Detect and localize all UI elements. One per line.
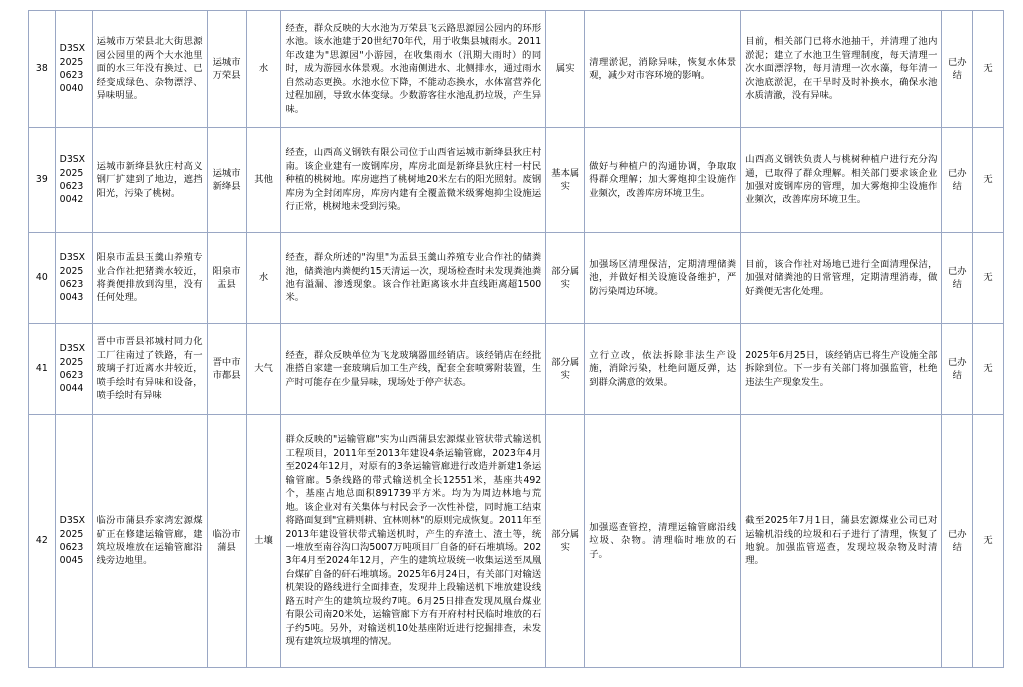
- row-progress: 2025年6月25日，该经销店已将生产设施全部拆除到位。下一步有关部门将加强监管，杜绝违法生产现象发生。: [741, 324, 942, 415]
- row-measure: 加强场区清理保洁，定期清理储粪池，并做好相关设施设备维护，严防污染周边环境。: [585, 233, 741, 324]
- row-code: D3SX202506230040: [55, 11, 92, 128]
- table-row: [29, 233, 1004, 324]
- row-accountability: 无: [973, 415, 1004, 668]
- row-verification: 群众反映的"运输管廊"实为山西蒲县宏源煤业管状带式输送机工程项目，2011年至2013年建设4条运输管廊，2023年4月至2024年12月，对原有的3条运输管廊进行改造并新建1条运输管廊。5条线路的带式输送机全长12551米，基座共492个，基座占地总面积891739平方米。均为为周边林地与荒地。该企业对有关集体与村民会予一次性补偿，同时施工结束将路面复到"宜耕则耕、宜林则林"的原则完成恢复。2011年至2013年建设管状带式输送机时，产生的弃渣土、渣土等，统一堆放至南谷沟口沟5007万吨项目厂自备的矸石堆填场。2023年4月至2024年12月，产生的建筑垃圾统一收集运送至凤凰台煤矿自备的矸石堆填场。2025年6月24日，有关部门对输送机架设的路线进行全面排查，发现井上段输送机下堆放建设线路五时产生的建筑垃圾约7吨。6月25日排查发现凤凰台煤业有限公司南20米处，运输管廊下方有开府村村民临时堆放的石子约5吨。另外，对输送机10处基座附近进行挖掘排查，未发现有建筑垃圾填埋的情况。: [281, 415, 546, 668]
- row-index: 39: [29, 128, 56, 233]
- table-row: [29, 11, 1004, 128]
- row-code: D3SX202506230045: [55, 415, 92, 668]
- row-progress: 截至2025年7月1日，蒲县宏源煤业公司已对运输机沿线的垃圾和石子进行了清理，恢复了地貌。加强监管巡查，发现垃圾杂物及时清理。: [741, 415, 942, 668]
- row-pollution-type: 水: [246, 11, 281, 128]
- table-body: [29, 11, 1004, 668]
- row-accountability: 无: [973, 324, 1004, 415]
- row-result: 部分属实: [546, 415, 585, 668]
- row-status: 已办结: [942, 11, 973, 128]
- row-progress: 目前，相关部门已将水池抽干，并清理了池内淤泥；建立了水池卫生管理制度，每天清理一次水面漂浮物，每月清理一次水藻，每年清一次池底淤泥，在干旱时及时补换水，确保水池水质清澈，没有异味。: [741, 11, 942, 128]
- row-area: 晋中市市都县: [207, 324, 246, 415]
- row-result: 部分属实: [546, 324, 585, 415]
- row-verification: 经查，山西高义钢铁有限公司位于山西省运城市新绛县狄庄村南。该企业建有一废钢库房，库房北面是新绛县狄庄村一村民种植的桃树地。库房遮挡了桃树地20米左右的阳光照射。废钢库房为全封闭库房，库房内建有全覆盖微米级雾炮抑尘设施运行正常，桃树地未受到污染。: [281, 128, 546, 233]
- row-result: 属实: [546, 11, 585, 128]
- row-result: 部分属实: [546, 233, 585, 324]
- row-status: 已办结: [942, 233, 973, 324]
- row-index: 41: [29, 324, 56, 415]
- row-description: 阳泉市盂县玉羹山养殖专业合作社把猪粪水较近，将粪便排放到沟里，没有任何处理。: [92, 233, 207, 324]
- row-pollution-type: 水: [246, 233, 281, 324]
- row-pollution-type: 大气: [246, 324, 281, 415]
- row-accountability: 无: [973, 128, 1004, 233]
- row-area: 运城市万荣县: [207, 11, 246, 128]
- row-measure: 做好与种植户的沟通协调，争取取得群众理解；加大雾炮抑尘设施作业频次，改善库房环境卫生。: [585, 128, 741, 233]
- row-progress: 山西高义钢铁负责人与桃树种植户进行充分沟通，已取得了群众理解。相关部门要求该企业加强对废钢库房的管理，加大雾炮抑尘设施作业频次，改善库房环境卫生。: [741, 128, 942, 233]
- row-pollution-type: 土壤: [246, 415, 281, 668]
- table-row: [29, 128, 1004, 233]
- row-status: 已办结: [942, 128, 973, 233]
- row-result: 基本属实: [546, 128, 585, 233]
- row-measure: 清理淤泥，消除异味，恢复水体景观，减少对市容环境的影响。: [585, 11, 741, 128]
- row-verification: 经查，群众所述的"沟里"为盂县玉羹山养殖专业合作社的储粪池，储粪池内粪便约15天清运一次，现场检查时未发现粪池粪池有溢漏、渗透现象。该合作社距离该水井直线距离超1500米。: [281, 233, 546, 324]
- table-row: [29, 324, 1004, 415]
- row-status: 已办结: [942, 415, 973, 668]
- row-index: 38: [29, 11, 56, 128]
- row-index: 42: [29, 415, 56, 668]
- row-status: 已办结: [942, 324, 973, 415]
- table-row: [29, 415, 1004, 668]
- environmental-complaint-table: [28, 10, 1004, 668]
- row-area: 临汾市蒲县: [207, 415, 246, 668]
- row-description: 晋中市晋县祁城村同力化工厂往南过了铁路，有一玻璃子打近离水井较近，喷手绘时有异味和设备，喷手绘时有异味: [92, 324, 207, 415]
- row-accountability: 无: [973, 233, 1004, 324]
- row-index: 40: [29, 233, 56, 324]
- row-area: 运城市新绛县: [207, 128, 246, 233]
- row-progress: 目前，该合作社对场地已进行全面清理保洁，加强对储粪池的日常管理，定期清理消毒，做好粪便无害化处理。: [741, 233, 942, 324]
- row-code: D3SX202506230044: [55, 324, 92, 415]
- row-measure: 立行立改，依法拆除非法生产设施，消除污染，杜绝问题反弹，达到群众满意的效果。: [585, 324, 741, 415]
- row-accountability: 无: [973, 11, 1004, 128]
- row-verification: 经查，群众反映的大水池为万荣县飞云路思源园公园内的环形水池。该水池建于20世纪70年代，用于收集县城雨水。2011年改建为"思源园"小游园，在收集雨水（汛期大雨时）的同时，成为游园水体景观。水池南侧进水、北侧排水，通过雨水自然动态更换。水池水位下降，不能动态换水，水体富营养化过程加剧，导致水体变绿。少数游客往水池乱扔垃圾，产生异味。: [281, 11, 546, 128]
- row-description: 运城市新绛县狄庄村高义钢厂扩建到了地边，遮挡阳光，污染了桃树。: [92, 128, 207, 233]
- row-code: D3SX202506230042: [55, 128, 92, 233]
- row-verification: 经查，群众反映单位为飞龙玻璃器皿经销店。该经销店在经批准搭自家建一套玻璃后加工生产线，配套全套喷雾附装置，生产时可能存在少量异味，现场处于停产状态。: [281, 324, 546, 415]
- row-code: D3SX202506230043: [55, 233, 92, 324]
- row-description: 运城市万荣县北大街思源园公园里的两个大水池里面的水三年没有换过、已经变成绿色、杂物漂浮、异味明显。: [92, 11, 207, 128]
- row-pollution-type: 其他: [246, 128, 281, 233]
- row-area: 阳泉市盂县: [207, 233, 246, 324]
- row-description: 临汾市蒲县乔家湾宏源煤矿正在修建运输管廊，建筑垃圾堆放在运输管廊沿线旁边地里。: [92, 415, 207, 668]
- row-measure: 加强巡查管控，清理运输管廊沿线垃圾、杂物。清理临时堆放的石子。: [585, 415, 741, 668]
